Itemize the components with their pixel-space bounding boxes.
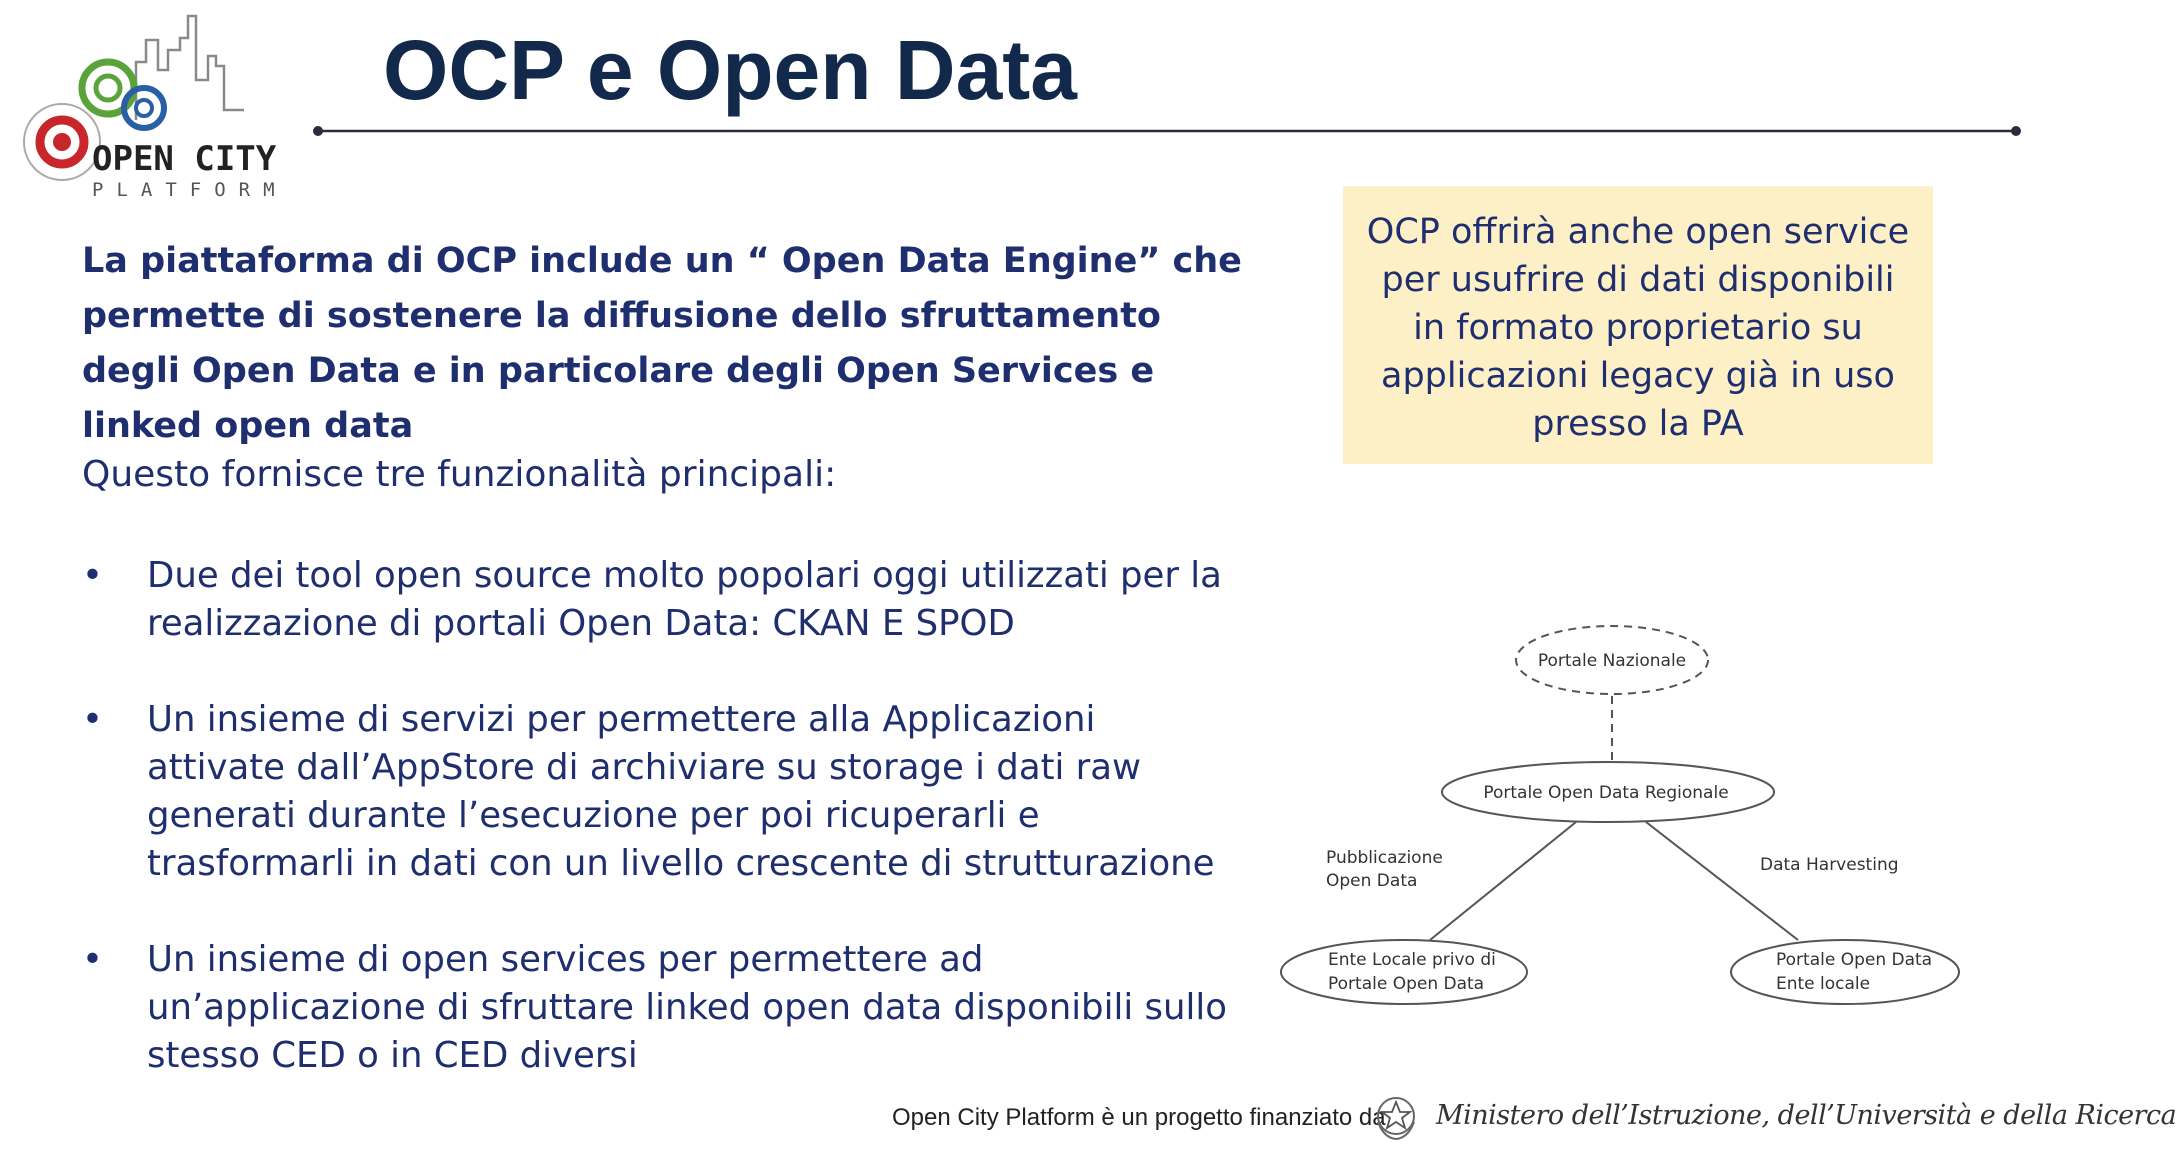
italian-republic-emblem-icon xyxy=(1372,1092,1420,1142)
diagram-label-local-portal-1: Portale Open Data xyxy=(1776,950,1933,970)
list-item xyxy=(82,696,1232,888)
callout-text: OCP offrirà anche open service per usufrire di dati disponibili in formato proprietario su applicazioni legacy già in uso presso la PA xyxy=(1366,212,1910,444)
lead-text: Questo fornisce tre funzionalità principali: xyxy=(82,454,837,495)
open-data-diagram xyxy=(1270,610,1970,1030)
intro-paragraph: La piattaforma di OCP include un “ Open Data Engine” che permette di sostenere la diffusione dello sfruttamento degli Open Data e in particolare degli Open Services e linked open data xyxy=(82,241,1242,446)
list-item xyxy=(82,936,1232,1080)
diagram-label-local-portal-2: Ente locale xyxy=(1776,974,1871,994)
list-item-text: Un insieme di servizi per permettere alla Applicazioni attivate dall’AppStore di archiviare su storage i dati raw generati durante l’esecuzione per poi ricuperarli e trasformarli in dati con un livello crescente di strutturazione xyxy=(147,699,1215,884)
list-item xyxy=(82,552,1232,648)
list-item-text: Un insieme di open services per permettere ad un’applicazione di sfruttare linked open data disponibili sullo stesso CED o in CED diversi xyxy=(147,939,1227,1076)
diagram-label-regional: Portale Open Data Regionale xyxy=(1483,783,1729,803)
feature-list xyxy=(82,552,1232,1128)
diagram-label-local-without-1: Ente Locale privo di xyxy=(1328,950,1496,970)
diagram-label-local-without-2: Portale Open Data xyxy=(1328,974,1485,994)
diagram-edge-label-publish-1: Pubblicazione xyxy=(1326,848,1443,868)
title-divider xyxy=(312,124,2022,138)
open-city-platform-logo xyxy=(18,10,308,200)
bullet-icon: • xyxy=(82,939,103,980)
footer-credit: Open City Platform è un progetto finanziato da xyxy=(892,1104,1386,1131)
bullet-icon: • xyxy=(82,555,103,596)
callout-box xyxy=(1343,186,1933,464)
ministry-name: Ministero dell’Istruzione, dell’Università e della Ricerca xyxy=(1436,1100,2176,1131)
diagram-label-national: Portale Nazionale xyxy=(1537,651,1687,671)
bullet-icon: • xyxy=(82,699,103,740)
slide-title: OCP e Open Data xyxy=(383,23,1077,117)
diagram-edge-label-harvest: Data Harvesting xyxy=(1760,855,1899,875)
diagram-edge-harvest xyxy=(1646,822,1798,940)
diagram-edge-label-publish-2: Open Data xyxy=(1326,871,1418,891)
diagram-edge-publish xyxy=(1430,822,1576,940)
list-item-text: Due dei tool open source molto popolari oggi utilizzati per la realizzazione di portali Open Data: CKAN E SPOD xyxy=(147,555,1222,644)
logo-brand-top: OPEN CITY xyxy=(92,139,277,179)
logo-brand-bottom: PLATFORM xyxy=(92,179,288,201)
